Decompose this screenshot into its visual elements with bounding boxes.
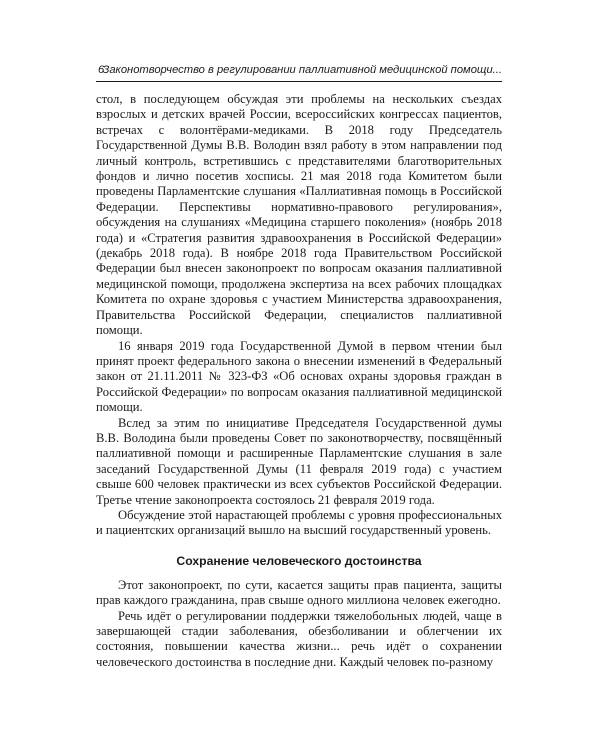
body-text (96, 92, 502, 670)
section-heading: Сохранение человеческого достоинства (176, 553, 422, 568)
running-title: Законотворчество в регулировании паллиативной медицинской помощи... (102, 64, 502, 76)
paragraph: Этот законопроект, по сути, касается защиты прав пациента, защиты прав каждого гражданина, прав свыше одного миллиона человек ежегодно. (96, 577, 502, 608)
page-number: 6 (98, 64, 105, 76)
paragraph-continued: стол, в последующем обсуждая эти проблемы на нескольких съездах взрослых и детских врачей России, всероссийских конгрессах пациентов, встречах с волонтёрами-медиками. В 2018 году Председатель Государственной Думы В.В. Володин взял работу в этом направлении под личный контроль, встретившись с представителями благотворительных фондов и лично посетив хосписы. 21 мая 2018 года Комитетом были проведены Парламентские слушания «Паллиативная помощь в Российской Федерации. Перспективы нормативно-правового регулирования», обсуждения на слушаниях «Медицина старшего поколения» (ноябрь 2018 года) и «Стратегия развития здравоохранения в Российской Федерации» (декабрь 2018 года). В ноябре 2018 года Правительством Российской Федерации был внесен законопроект по вопросам оказания паллиативной медицинской помощи, продолжена экспертиза на всех рабочих площадках Комитета по охране здоровья с участием Министерства здравоохранения, Правительства Российской Федерации, специалистов паллиативной помощи. (96, 92, 502, 338)
paragraph: Обсуждение этой нарастающей проблемы с уровня профессиональных и пациентских организаций вышло на высший государственный уровень. (96, 507, 502, 538)
paragraph: Вслед за этим по инициативе Председателя Государственной думы В.В. Володина были проведены Совет по законотворчеству, посвящённый паллиативной помощи и расширенные Парламентские слушания в зале заседаний Государственной Думы (11 февраля 2019 года) с участием свыше 600 человек практически из всех субъектов Российской Федерации. Третье чтение законопроекта состоялось 21 февраля 2019 года. (96, 415, 502, 507)
header-rule (96, 81, 502, 82)
paragraph: 16 января 2019 года Государственной Думой в первом чтении был принят проект федерального закона о внесении изменений в Федеральный закон от 21.11.2011 № 323-ФЗ «Об основах охраны здоровья граждан в Российской Федерации» по вопросам оказания паллиативной медицинской помощи. (96, 338, 502, 415)
running-header (96, 62, 502, 78)
paragraph: Речь идёт о регулировании поддержки тяжелобольных людей, чаще в завершающей стадии заболевания, обезболивании и облегчении их состояния, повышении качества жизни... речь идёт о сохранении человеческого достоинства в последние дни. Каждый человек по-разному (96, 608, 502, 669)
